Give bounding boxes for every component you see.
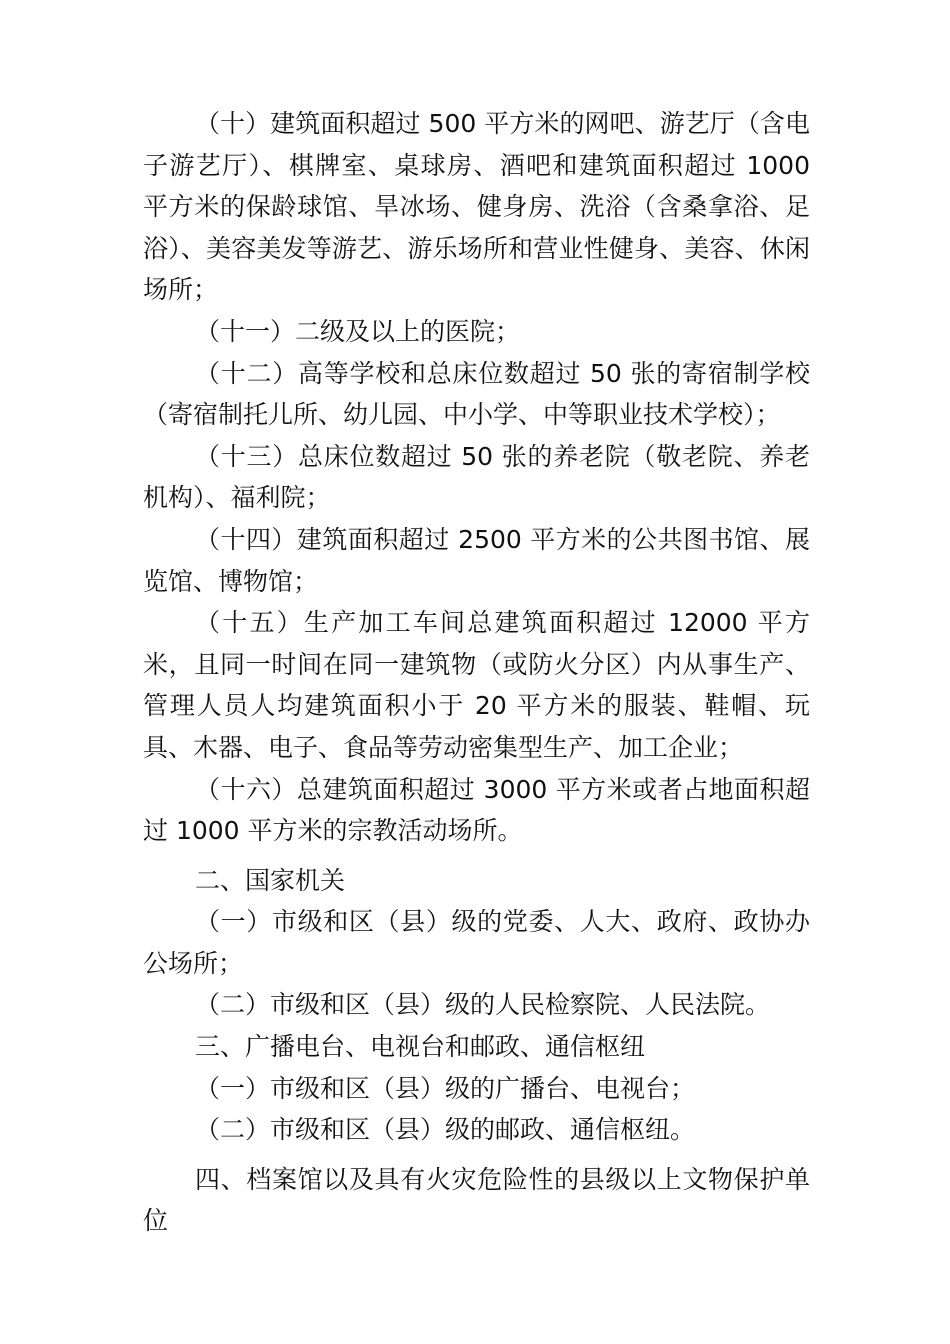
section-heading-broadcast-telecom: 三、广播电台、电视台和邮政、通信枢纽 (195, 1032, 646, 1062)
list-item-11: （十一）二级及以上的医院； (195, 316, 521, 346)
section-heading-archives: 四、档案馆以及具有火灾危险性的县级以上文物保护单位 (143, 1164, 810, 1236)
section3-item-1: （一）市级和区（县）级的广播台、电视台； (195, 1073, 696, 1103)
section-heading-state-organs: 二、国家机关 (195, 865, 346, 895)
document-body (143, 103, 810, 1242)
list-item-14: （十四）建筑面积超过 2500 平方米的公共图书馆、展览馆、博物馆； (143, 524, 810, 596)
section3-item-2: （二）市级和区（县）级的邮政、通信枢纽。 (195, 1115, 696, 1145)
section2-item-2: （二）市级和区（县）级的人民检察院、人民法院。 (195, 990, 771, 1020)
list-item-16: （十六）总建筑面积超过 3000 平方米或者占地面积超过 1000 平方米的宗教活动场所。 (143, 774, 810, 846)
list-item-10: （十）建筑面积超过 500 平方米的网吧、游艺厅（含电子游艺厅）、棋牌室、桌球房、酒吧和建筑面积超过 1000 平方米的保龄球馆、旱冰场、健身房、洗浴（含桑拿浴、足浴）、美容美发等游艺、游乐场所和营业性健身、美容、休闲场所； (143, 109, 810, 305)
list-item-13: （十三）总床位数超过 50 张的养老院（敬老院、养老机构）、福利院； (143, 441, 810, 513)
list-item-15: （十五）生产加工车间总建筑面积超过 12000 平方米，且同一时间在同一建筑物（或防火分区）内从事生产、管理人员人均建筑面积小于 20 平方米的服装、鞋帽、玩具、木器、电子、食品等劳动密集型生产、加工企业； (143, 608, 810, 762)
list-item-12: （十二）高等学校和总床位数超过 50 张的寄宿制学校（寄宿制托儿所、幼儿园、中小学、中等职业技术学校）； (143, 358, 810, 430)
section2-item-1: （一）市级和区（县）级的党委、人大、政府、政协办公场所； (143, 907, 810, 978)
